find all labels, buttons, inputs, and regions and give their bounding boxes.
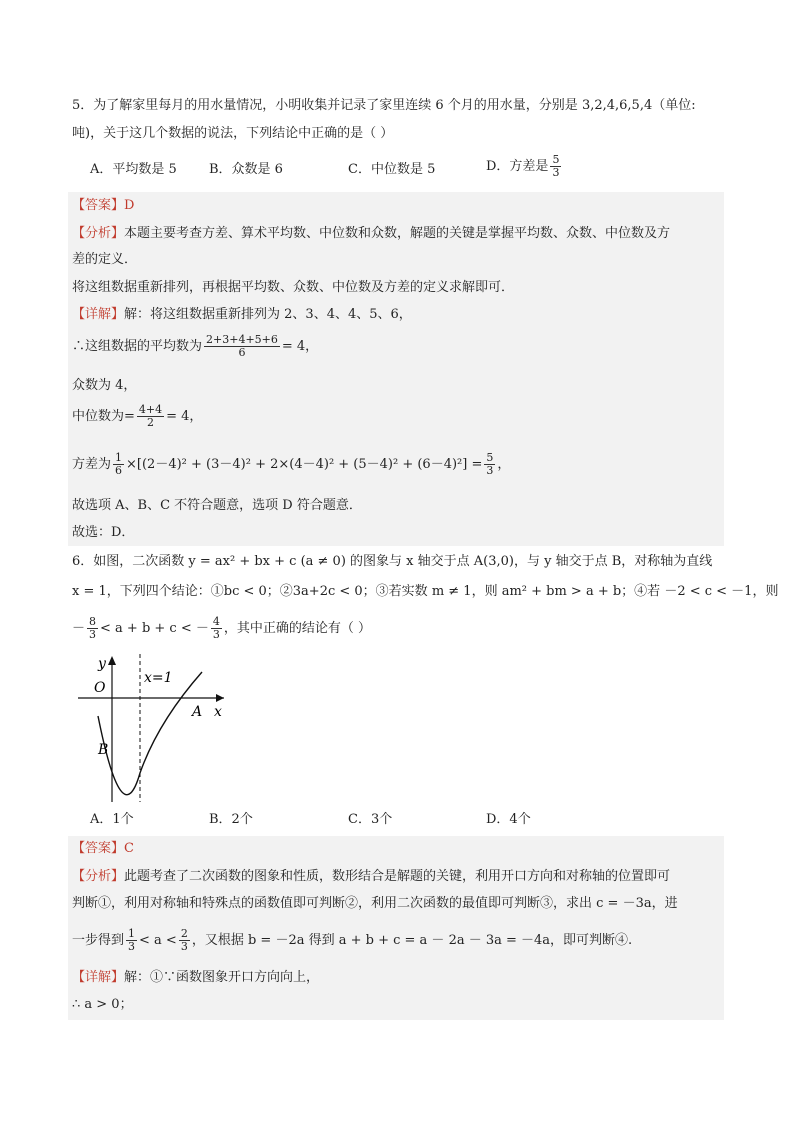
q5-option-d	[486, 154, 563, 179]
analysis3-pre: 一步得到	[72, 933, 125, 948]
q6-stem-line1: 6．如图，二次函数 y = ax² + bx + c (a ≠ 0) 的图象与 x 轴交于点 A(3,0)，与 y 轴交于点 B，对称轴为直线	[72, 554, 713, 569]
q6-analysis-line1	[72, 867, 670, 887]
stem3-end: ，其中正确的结论有（ ）	[223, 621, 372, 636]
q5-conclusion-line2: 故选：D．	[72, 525, 135, 540]
q5-option-b: B．众数是 6	[209, 162, 283, 177]
variance-end: ，	[497, 457, 511, 472]
q5-mean-line	[72, 334, 318, 359]
q5-analysis-line3: 将这组数据重新排列，再根据平均数、众数、中位数及方差的定义求解即可．	[72, 280, 515, 295]
variance-body: ×[(2－4)² + (3－4)² + 2×(4－4)² + (5－4)² + (6－4)²] =	[126, 457, 483, 472]
q6-stem-line2: x = 1，下列四个结论：①bc < 0；②3a+2c < 0；③若实数 m ≠ 1，则 am² + bm > a + b；④若 －2 < c < －1，则	[72, 584, 779, 599]
q6-analysis-line2: 判断①，利用对称轴和特殊点的函数值即可判断②，利用二次函数的最值即可判断③，求出 c = －3a，进	[72, 896, 678, 911]
graph-origin-label: O	[94, 680, 106, 696]
analysis3-mid: < a <	[139, 933, 177, 948]
variance-label: 方差为	[72, 457, 112, 472]
analysis-tag: 【分析】	[72, 226, 125, 241]
variance-result-frac: $\frac{5}{3}$	[486, 451, 494, 477]
q6-option-c: C．3个	[348, 812, 393, 827]
median-label: 中位数为=	[72, 409, 135, 424]
median-result: = 4，	[166, 409, 203, 424]
q5-option-a: A．平均数是 5	[90, 162, 177, 177]
median-frac: $\frac{4+4}{2}$	[138, 403, 163, 429]
analysis-tag: 【分析】	[72, 869, 125, 884]
q5-option-d-text: D．方差是	[486, 159, 549, 174]
answer-tag: 【答案】	[72, 841, 125, 856]
graph-axis-label: x=1	[144, 670, 173, 686]
q5-analysis-line1	[72, 224, 670, 244]
q5-variance-line	[72, 452, 510, 477]
q6-analysis-line3	[72, 928, 632, 953]
analysis3-frac2: $\frac{2}{3}$	[180, 927, 188, 953]
q6-stem-line3	[72, 616, 371, 641]
stem3-minus: －	[72, 621, 86, 636]
q6-detail-line1	[72, 968, 319, 988]
q5-answer	[72, 196, 134, 216]
analysis-text: 本题主要考查方差、算术平均数、中位数和众数，解题的关键是掌握平均数、众数、中位数及方	[124, 226, 671, 241]
variance-coef-frac: $\frac{1}{6}$	[115, 451, 123, 477]
graph-point-b-label: B	[98, 742, 109, 758]
detail-text: 解：①∵函数图象开口方向向上，	[124, 970, 320, 985]
answer-value: C	[124, 841, 134, 856]
answer-value: D	[124, 198, 135, 213]
detail-tag: 【详解】	[72, 307, 125, 322]
q6-option-b: B．2个	[209, 812, 253, 827]
mean-label: ∴这组数据的平均数为	[72, 339, 203, 354]
q5-option-c: C．中位数是 5	[348, 162, 436, 177]
mean-result: = 4，	[281, 339, 319, 354]
graph-point-a-label: A	[192, 704, 203, 720]
q6-detail-line2: ∴ a > 0；	[72, 997, 133, 1012]
parabola-graph	[72, 652, 232, 804]
detail-text: 解：将这组数据重新排列为 2、3、4、4、5、6，	[124, 307, 412, 322]
q5-solution-block	[68, 192, 724, 546]
analysis3-end: ，又根据 b = －2a 得到 a + b + c = a － 2a － 3a = －4a，即可判断④.	[191, 933, 633, 948]
q5-stem-line2: 吨)，关于这几个数据的说法，下列结论中正确的是（ ）	[72, 126, 394, 141]
q6-option-a: A．1个	[90, 812, 134, 827]
stem3-frac1: $\frac{8}{3}$	[89, 615, 97, 641]
q5-mode-line: 众数为 4，	[72, 378, 137, 393]
q5-analysis-line2: 差的定义．	[72, 252, 138, 267]
q5-option-d-frac: $\frac{5}{3}$	[552, 153, 560, 179]
analysis3-frac1: $\frac{1}{3}$	[128, 927, 136, 953]
detail-tag: 【详解】	[72, 970, 125, 985]
graph-x-label: x	[214, 704, 222, 720]
answer-tag: 【答案】	[72, 198, 125, 213]
analysis-text: 此题考查了二次函数的图象和性质，数形结合是解题的关键，利用开口方向和对称轴的位置即可	[124, 869, 671, 884]
graph-y-label: y	[98, 656, 106, 672]
q5-detail-line1	[72, 305, 412, 325]
q5-conclusion-line1: 故选项 A、B、C 不符合题意，选项 D 符合题意．	[72, 498, 362, 513]
q6-answer	[72, 839, 134, 859]
stem3-mid: < a + b + c < －	[100, 621, 209, 636]
stem3-frac2: $\frac{4}{3}$	[212, 615, 220, 641]
q6-option-d: D．4个	[486, 812, 531, 827]
mean-frac: $\frac{2+3+4+5+6}{6}$	[206, 333, 278, 359]
q5-stem-line1: 5．为了解家里每月的用水量情况，小明收集并记录了家里连续 6 个月的用水量，分别是 3,2,4,6,5,4（单位:	[72, 98, 696, 113]
q5-median-line	[72, 404, 202, 429]
